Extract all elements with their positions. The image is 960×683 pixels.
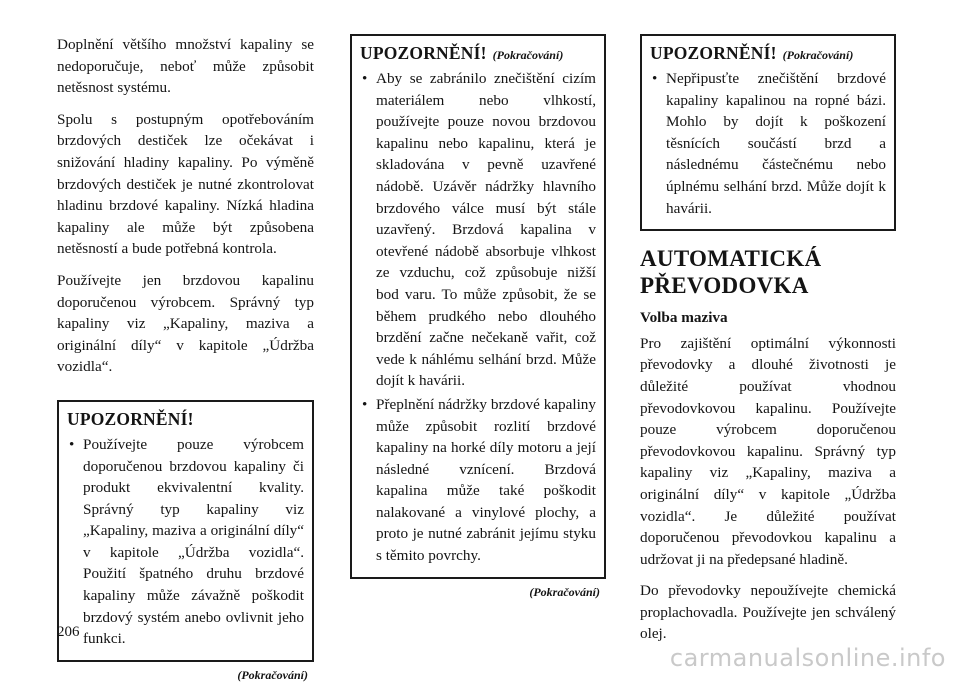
subheading: Volba maziva xyxy=(640,309,728,327)
warning-box xyxy=(640,34,896,231)
warning-title xyxy=(67,409,304,430)
paragraph: Do převodovky nepoužívejte chemická proplachovadla. Používejte jen schválený olej. xyxy=(640,582,896,643)
continued-note: (Pokračování) xyxy=(529,584,600,599)
warning-title xyxy=(360,43,596,64)
paragraph: Spolu s postupným opotřebováním brzdových destiček lze očekávat i snižování hladiny kapaliny. Po výměně brzdových destiček je nutné zkontrolovat hladinu brzdové kapaliny. Nízká hladina kapaliny ale může být způsobena netěsností a bude potřebná kontrola. xyxy=(57,110,314,258)
warning-list xyxy=(67,434,304,650)
warning-title-note: (Pokračování) xyxy=(492,48,564,62)
warning-box xyxy=(350,34,606,579)
warning-title-text: UPOZORNĚNÍ! xyxy=(650,43,777,63)
paragraph: Pro zajištění optimální výkonnosti převodovky a dlouhé životnosti je důležité používat vhodnou převodovkovou kapalinu. Používejte pouze výrobcem doporučenou převodovkovou kapalinu. Správný typ kapaliny viz „Kapaliny, maziva a originální díly“ v kapitole „Údržba vozidla“. Je důležité používat doporučenou převodovkou kapalinu a udržovat ji na předepsané hladině. xyxy=(640,334,896,568)
paragraph: Používejte jen brzdovou kapalinu doporučenou výrobcem. Správný typ kapaliny viz „Kapaliny, maziva a originální díly“ v kapitole „Údržba vozidla“. xyxy=(57,271,314,376)
warning-bullet: • Přeplnění nádržky brzdové kapaliny může způsobit rozlití brzdové kapaliny na horké díly motoru a její následné vznícení. Brzdová kapalina může také poškodit nalakované a vinylové plochy, a proto je nutné zabránit jejímu styku s těmito povrchy. xyxy=(360,394,596,567)
warning-title-text: UPOZORNĚNÍ! xyxy=(67,408,194,429)
warning-list xyxy=(360,68,596,567)
warning-title-text: UPOZORNĚNÍ! xyxy=(360,43,487,63)
section-heading-line1: AUTOMATICKÁ xyxy=(640,246,822,272)
watermark: carmanualsonline.info xyxy=(669,644,946,672)
warning-title xyxy=(650,43,886,64)
column-middle xyxy=(350,34,606,600)
column-right xyxy=(640,34,896,655)
paragraph: Doplnění většího množství kapaliny se nedoporučuje, neboť může způsobit netěsnost systému. xyxy=(57,36,314,97)
warning-box xyxy=(57,400,314,662)
warning-bullet: • Aby se zabránilo znečištění cizím materiálem nebo vlhkostí, používejte pouze novou brzdovou kapalinu nebo kapalinu, která je skladována v pevně uzavřené nádobě. Uzávěr nádržky hlavního brzdového válce musí být stále uzavřený. Brzdová kapalina v otevřené nádobě absorbuje vlhkost ze vzduchu, což způsobuje nižší bod varu. To může způsobit, že se během prudkého nebo dlouhého brzdění začne nečekaně vařit, což vede k náhlému selhání brzd. Může dojít k havárii. xyxy=(360,68,596,392)
section-heading xyxy=(640,245,896,299)
continued-note: (Pokračování) xyxy=(237,667,308,682)
page-number: 206 xyxy=(57,624,80,640)
warning-title-note: (Pokračování) xyxy=(782,48,854,62)
warning-bullet: • Používejte pouze výrobcem doporučenou brzdovou kapaliny či produkt ekvivalentní kvality. Správný typ kapaliny viz „Kapaliny, maziva a originální díly“ v kapitole „Údržba vozidla“. Použití špatného druhu brzdové kapaliny může závažně poškodit brzdový systém anebo ovlivnit jeho funkci. xyxy=(67,434,304,650)
warning-bullet: • Nepřipusťte znečištění brzdové kapaliny kapalinou na ropné bázi. Mohlo by dojít k poškození těsnících součástí brzd a následnému částečnému nebo úplnému selhání brzd. Může dojít k havárii. xyxy=(650,68,886,219)
warning-list xyxy=(650,68,886,219)
section-heading-line2: PŘEVODOVKA xyxy=(640,273,809,299)
column-left xyxy=(57,34,314,683)
